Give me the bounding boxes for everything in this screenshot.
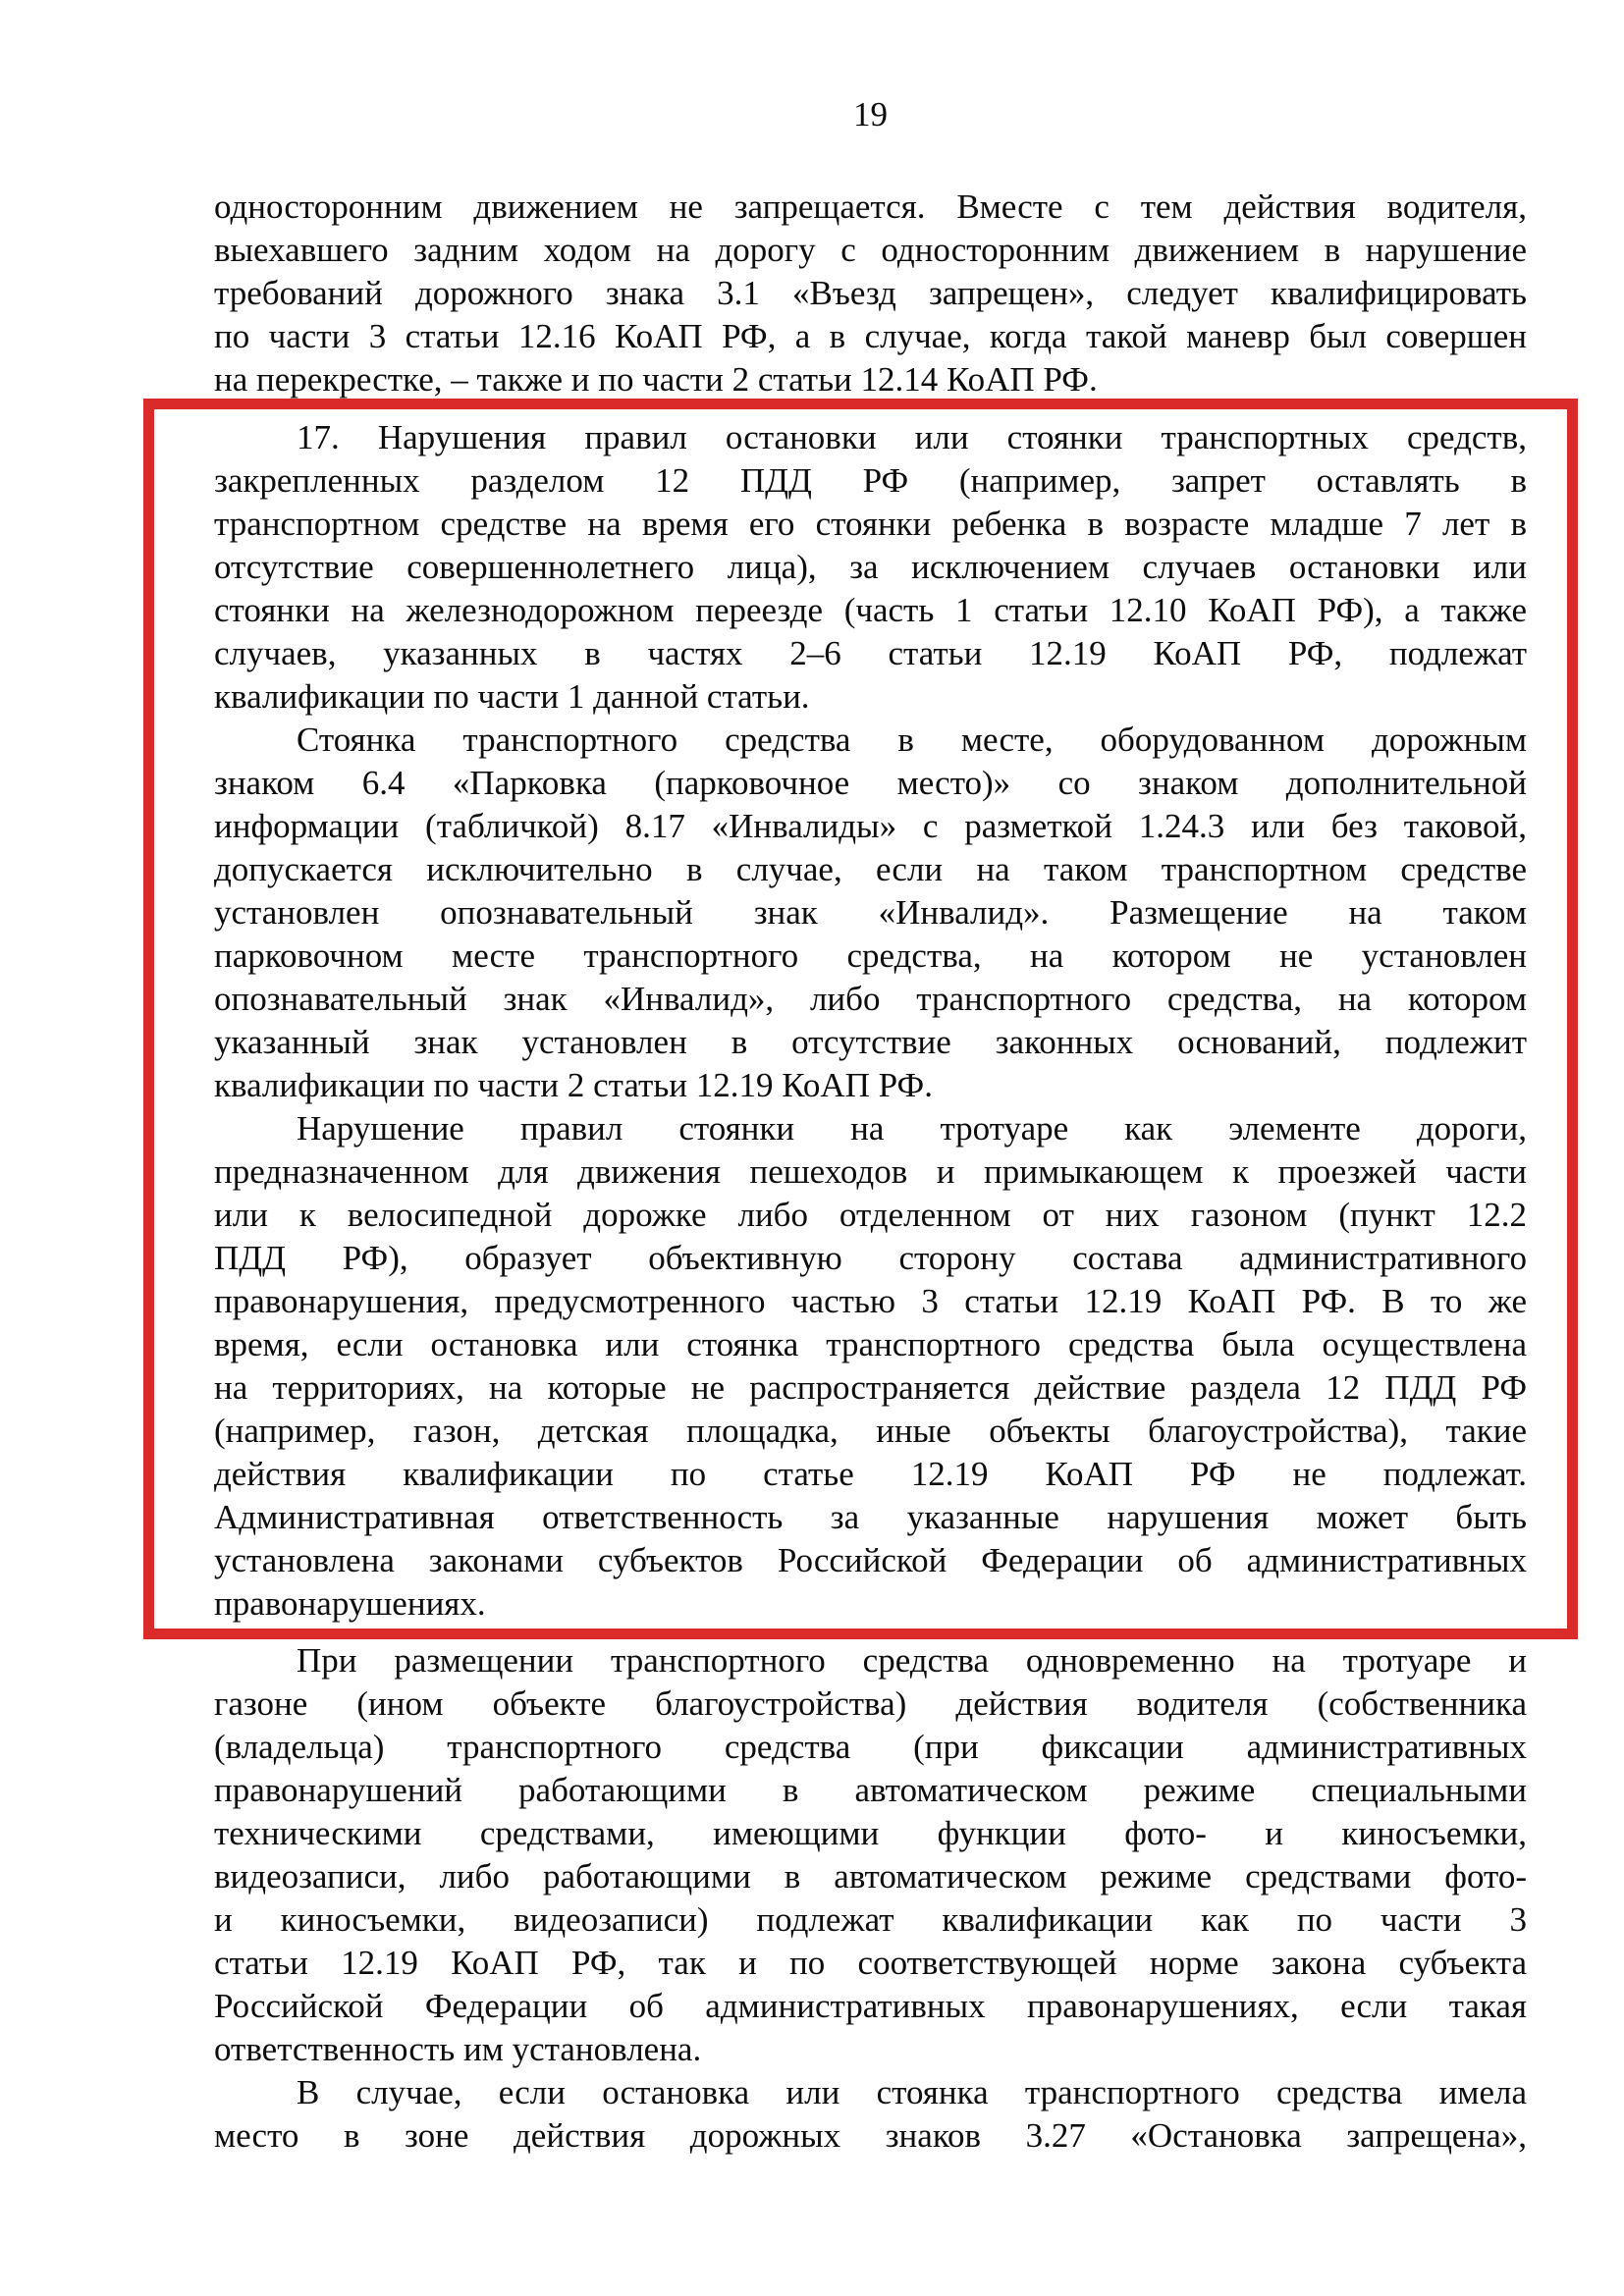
text-line: (владельца) транспортного средства (при фиксации административных <box>214 1728 1527 1766</box>
text-line: место в зоне действия дорожных знаков 3.27 «Остановка запрещена», <box>214 2116 1527 2155</box>
text-line: Нарушение правил стоянки на тротуаре как элементе дороги, <box>297 1109 1527 1148</box>
text-line: парковочном месте транспортного средства, на котором не установлен <box>214 936 1527 975</box>
text-line: Российской Федерации об административных правонарушениях, если такая <box>214 1987 1527 2025</box>
text-line: действия квалификации по статье 12.19 КоАП РФ не подлежат. <box>214 1455 1527 1493</box>
text-line: газоне (ином объекте благоустройства) действия водителя (собственника <box>214 1684 1527 1723</box>
paragraph-highlighted <box>214 719 1527 1107</box>
text-line: ответственность им установлена. <box>214 2030 702 2068</box>
page-number: 19 <box>853 95 888 133</box>
text-line: случаев, указанных в частях 2–6 статьи 12.19 КоАП РФ, подлежат <box>214 634 1527 672</box>
text-line: ПДД РФ), образует объективную сторону состава административного <box>214 1239 1527 1277</box>
paragraph <box>214 186 1527 401</box>
text-line: выехавшего задним ходом на дорогу с односторонним движением в нарушение <box>214 231 1527 269</box>
paragraph <box>214 2071 1527 2158</box>
text-line: предназначенном для движения пешеходов и примыкающем к проезжей части <box>214 1152 1527 1191</box>
text-line: и киносъемки, видеозаписи) подлежат квалификации как по части 3 <box>214 1900 1527 1939</box>
text-line: указанный знак установлен в отсутствие законных оснований, подлежит <box>214 1023 1527 1061</box>
text-line: установлен опознавательный знак «Инвалид». Размещение на таком <box>214 893 1527 932</box>
paragraph-highlighted <box>214 416 1527 719</box>
text-line: видеозаписи, либо работающими в автоматическом режиме средствами фото- <box>214 1857 1527 1896</box>
text-line: требований дорожного знака 3.1 «Въезд запрещен», следует квалифицировать <box>214 274 1527 312</box>
text-line: по части 3 статьи 12.16 КоАП РФ, а в случае, когда такой маневр был совершен <box>214 317 1527 355</box>
text-line: техническими средствами, имеющими функции фото- и киносъемки, <box>214 1814 1527 1852</box>
text-line: статьи 12.19 КоАП РФ, так и по соответствующей норме закона субъекта <box>214 1944 1527 1982</box>
text-line: транспортном средстве на время его стоянки ребенка в возрасте младше 7 лет в <box>214 505 1527 543</box>
text-line: или к велосипедной дорожке либо отделенном от них газоном (пункт 12.2 <box>214 1196 1527 1234</box>
text-line: отсутствие совершеннолетнего лица), за исключением случаев остановки или <box>214 548 1527 586</box>
text-line: правонарушений работающими в автоматическом режиме специальными <box>214 1771 1527 1809</box>
paragraph <box>214 1639 1527 2071</box>
text-line: допускается исключительно в случае, если на таком транспортном средстве <box>214 850 1527 888</box>
text-line: При размещении транспортного средства одновременно на тротуаре и <box>297 1641 1527 1680</box>
text-line: на территориях, на которые не распространяется действие раздела 12 ПДД РФ <box>214 1368 1527 1407</box>
text-block <box>214 186 1527 2158</box>
text-line: квалификации по части 1 данной статьи. <box>214 677 810 716</box>
text-line: (например, газон, детская площадка, иные объекты благоустройства), такие <box>214 1412 1527 1450</box>
text-line: установлена законами субъектов Российской Федерации об административных <box>214 1541 1527 1579</box>
text-line: односторонним движением не запрещается. Вместе с тем действия водителя, <box>214 187 1527 226</box>
text-line: В случае, если остановка или стоянка транспортного средства имела <box>297 2073 1527 2111</box>
text-line: опознавательный знак «Инвалид», либо транспортного средства, на котором <box>214 980 1527 1018</box>
text-line: правонарушения, предусмотренного частью 3 статьи 12.19 КоАП РФ. В то же <box>214 1282 1527 1320</box>
text-line: 17. Нарушения правил остановки или стоянки транспортных средств, <box>297 418 1527 456</box>
text-line: правонарушениях. <box>214 1584 486 1623</box>
paragraph-highlighted <box>214 1107 1527 1626</box>
text-line: на перекрестке, – также и по части 2 статьи 12.14 КоАП РФ. <box>214 360 1098 399</box>
text-line: информации (табличкой) 8.17 «Инвалиды» с разметкой 1.24.3 или без таковой, <box>214 807 1527 845</box>
text-line: стоянки на железнодорожном переезде (часть 1 статьи 12.10 КоАП РФ), а также <box>214 591 1527 629</box>
text-line: время, если остановка или стоянка транспортного средства была осуществлена <box>214 1325 1527 1363</box>
text-line: Стоянка транспортного средства в месте, оборудованном дорожным <box>297 721 1527 759</box>
text-line: квалификации по части 2 статьи 12.19 КоАП РФ. <box>214 1066 933 1104</box>
text-line: знаком 6.4 «Парковка (парковочное место)» со знаком дополнительной <box>214 764 1527 802</box>
text-line: закрепленных разделом 12 ПДД РФ (например, запрет оставлять в <box>214 461 1527 500</box>
text-line: Административная ответственность за указанные нарушения может быть <box>214 1498 1527 1536</box>
